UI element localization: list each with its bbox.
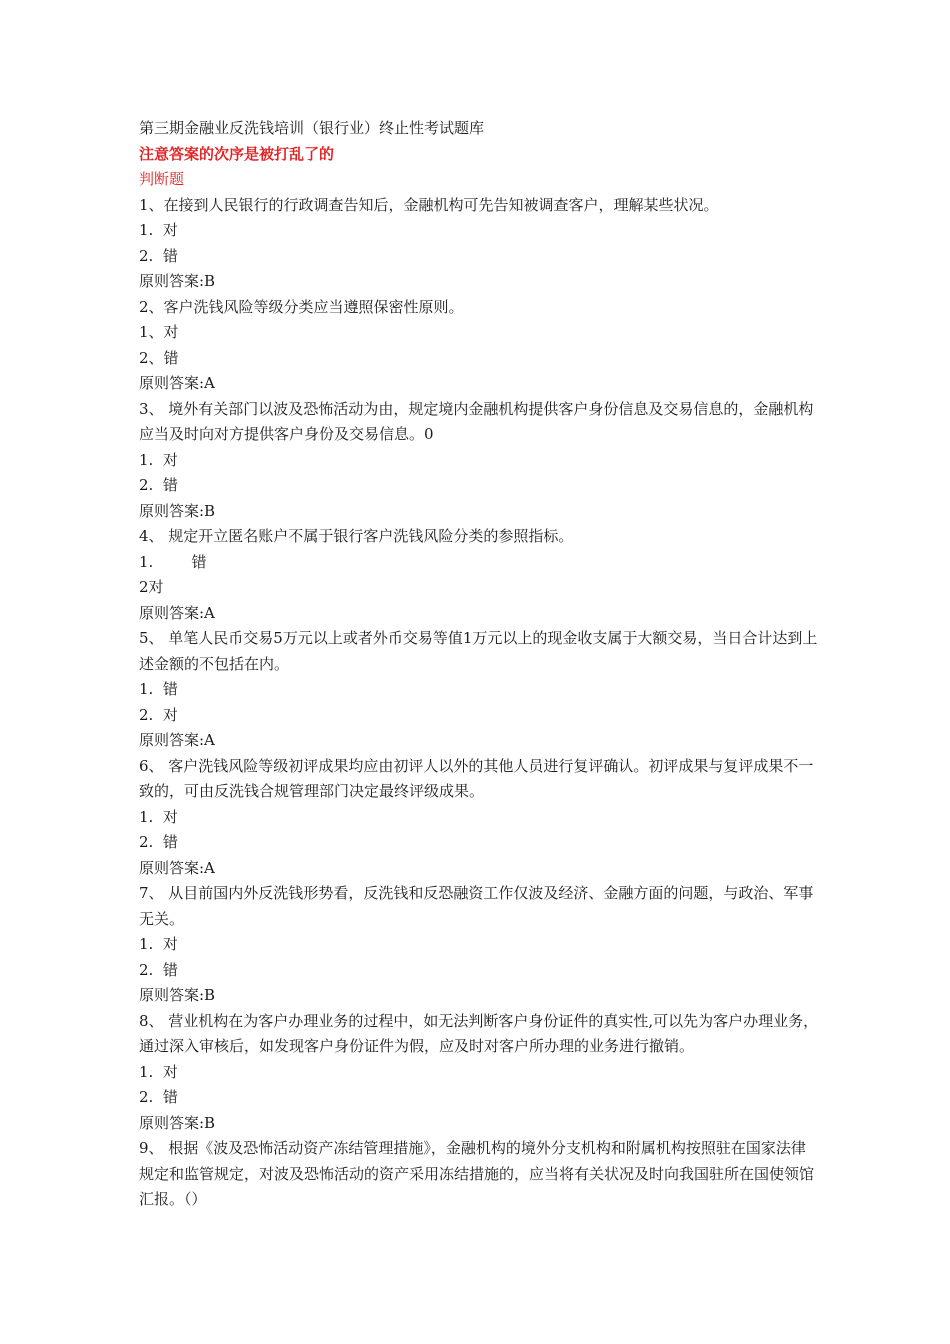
question-option: 1. 对 xyxy=(139,450,178,469)
question-text: 3、 境外有关部门以波及恐怖活动为由，规定境内金融机构提供客户身份信息及交易信息的，金融机构应当及时向对方提供客户身份及交易信息。0 xyxy=(139,399,814,443)
question-option: 1. 对 xyxy=(139,221,178,239)
question-block xyxy=(139,754,819,882)
question-option: 1. 对 xyxy=(139,807,178,826)
question-option: 2. 错 xyxy=(139,476,178,494)
question-answer: 原则答案:B xyxy=(139,272,216,290)
question-block xyxy=(139,295,819,397)
question-text: 1、在接到人民银行的行政调查告知后，金融机构可先告知被调查客户，理解某些状况。 xyxy=(139,195,719,214)
question-answer: 原则答案:B xyxy=(139,501,216,520)
question-option: 2. 错 xyxy=(139,833,178,851)
question-text: 4、 规定开立匿名账户不属于银行客户洗钱风险分类的参照指标。 xyxy=(139,527,574,545)
question-block xyxy=(139,524,819,626)
question-option: 2. 对 xyxy=(139,705,178,724)
question-option: 2. 错 xyxy=(139,246,178,265)
question-text: 5、 单笔人民币交易5万元以上或者外币交易等值1万元以上的现金收支属于大额交易，当日合计达到上述金额的不包括在内。 xyxy=(139,629,818,673)
question-text: 2、客户洗钱风险等级分类应当遵照保密性原则。 xyxy=(139,297,464,316)
question-block xyxy=(139,193,819,295)
section-heading: 判断题 xyxy=(139,170,185,188)
question-answer: 原则答案:A xyxy=(139,858,215,877)
question-option: 1. 错 xyxy=(139,680,178,698)
question-option: 1、对 xyxy=(139,323,179,341)
question-answer: 原则答案:B xyxy=(139,986,216,1004)
question-block xyxy=(139,626,819,754)
question-text: 7、 从目前国内外反洗钱形势看，反洗钱和反恐融资工作仅波及经济、金融方面的问题，与政治、军事无关。 xyxy=(139,884,814,928)
question-option: 2. 错 xyxy=(139,960,178,979)
document-body xyxy=(139,116,819,1213)
document-title: 第三期金融业反洗钱培训（银行业）终止性考试题库 xyxy=(139,119,485,137)
answer-order-notice: 注意答案的次序是被打乱了的 xyxy=(139,144,335,163)
question-block xyxy=(139,881,819,1009)
question-option: 1. 对 xyxy=(139,1062,178,1081)
question-option: 2. 错 xyxy=(139,1088,178,1106)
question-text: 6、 客户洗钱风险等级初评成果均应由初评人以外的其他人员进行复评确认。初评成果与复评成果不一致的，可由反洗钱合规管理部门决定最终评级成果。 xyxy=(139,756,814,800)
question-block xyxy=(139,1009,819,1137)
question-answer: 原则答案:A xyxy=(139,731,215,749)
question-text: 8、 营业机构在为客户办理业务的过程中，如无法判断客户身份证件的真实性,可以先为客户办理业务，通过深入审核后，如发现客户身份证件为假，应及时对客户所办理的业务进行撤销。 xyxy=(139,1011,819,1055)
question-option: 1. 错 xyxy=(139,552,207,571)
question-block xyxy=(139,1136,819,1213)
question-block xyxy=(139,397,819,525)
question-answer: 原则答案:A xyxy=(139,374,215,392)
question-option: 2对 xyxy=(139,578,164,596)
question-text: 9、 根据《波及恐怖活动资产冻结管理措施》，金融机构的境外分支机构和附属机构按照驻在国家法律规定和监管规定，对波及恐怖活动的资产采用冻结措施的，应当将有关状况及时向我国驻所在国使领馆汇报。（） xyxy=(139,1139,815,1208)
question-answer: 原则答案:A xyxy=(139,603,215,622)
question-answer: 原则答案:B xyxy=(139,1113,216,1132)
question-option: 1. 对 xyxy=(139,935,178,953)
question-option: 2、错 xyxy=(139,348,179,367)
